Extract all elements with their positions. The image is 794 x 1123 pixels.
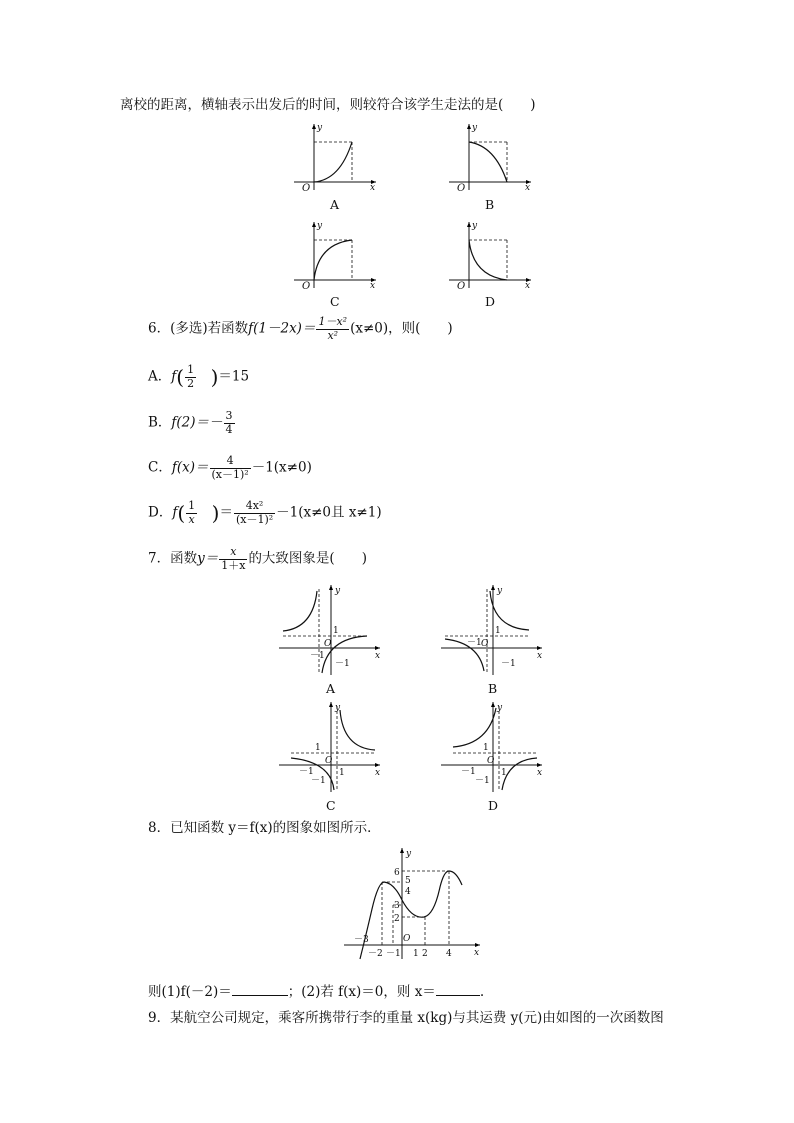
q5-graph-b <box>445 120 535 192</box>
q6-option-c: C．f(x)＝ $\frac{4}{\text{(x－1)²}}$ －1(x≠0) <box>148 454 312 481</box>
q6-option-d: D．f( $\frac{1}{x}$ )＝ $\frac{\text{4x²}}{\text{(x－1)²}}$ －1(x≠0且 x≠1) <box>148 499 382 526</box>
q5-label-b: B <box>485 197 495 212</box>
svg-text:x: x <box>525 281 531 291</box>
svg-text:O: O <box>481 639 489 649</box>
svg-text:1: 1 <box>333 626 339 636</box>
q7-label-d: D <box>488 798 499 813</box>
q7-stem: 7．函数y＝ $\frac{x}{1+x}$ 的大致图象是( ) <box>148 545 367 572</box>
svg-text:1: 1 <box>483 743 489 753</box>
svg-text:x: x <box>375 651 381 661</box>
svg-text:－1: －1 <box>461 767 476 777</box>
q8-stem: 8．已知函数 y＝f(x)的图象如图所示． <box>148 820 381 836</box>
svg-text:6: 6 <box>394 868 400 878</box>
svg-text:1: 1 <box>495 626 501 636</box>
svg-text:－1: －1 <box>475 776 490 786</box>
q8-answer: 则(1)f(－2)＝ ；(2)若 f(x)＝0，则 x＝ . <box>148 984 485 1000</box>
q6-option-a: A．f( $\frac{1}{2}$ )＝15 <box>148 363 250 390</box>
svg-text:y: y <box>472 123 478 133</box>
svg-text:y: y <box>497 586 503 596</box>
svg-text:－1: －1 <box>386 949 401 959</box>
svg-text:O: O <box>324 639 332 649</box>
svg-text:－1: －1 <box>335 659 350 669</box>
svg-text:y: y <box>335 703 341 713</box>
svg-text:O: O <box>325 756 333 766</box>
svg-text:y: y <box>497 703 503 713</box>
q7-label-a: A <box>326 681 336 696</box>
svg-text:1: 1 <box>413 949 419 959</box>
q5-graph-d <box>445 218 535 290</box>
q7-label-c: C <box>326 798 336 813</box>
svg-text:x: x <box>537 651 543 661</box>
q5-graph-a <box>290 120 380 192</box>
q8-blank-2 <box>436 983 480 996</box>
svg-text:2: 2 <box>394 914 400 924</box>
svg-text:O: O <box>487 756 495 766</box>
svg-text:O: O <box>457 183 466 194</box>
svg-text:－1: －1 <box>501 659 516 669</box>
svg-text:y: y <box>472 221 478 231</box>
svg-text:3: 3 <box>394 901 400 911</box>
q8-graph <box>340 845 485 960</box>
svg-text:4: 4 <box>405 887 411 897</box>
q9-stem: 9．某航空公司规定，乘客所携带行李的重量 x(kg)与其运费 y(元)由如图的一次函数图 <box>148 1010 664 1026</box>
svg-text:x: x <box>375 768 381 778</box>
svg-text:y: y <box>317 221 323 231</box>
svg-text:1: 1 <box>501 768 507 778</box>
q5-label-d: D <box>485 294 496 309</box>
svg-text:－1: －1 <box>310 651 325 661</box>
svg-text:O: O <box>457 281 466 292</box>
intro-text: 离校的距离，横轴表示出发后的时间，则较符合该学生走法的是( ) <box>120 97 536 113</box>
svg-text:4: 4 <box>446 949 452 959</box>
svg-text:2: 2 <box>422 949 428 959</box>
q5-graph-c <box>290 218 380 290</box>
q6-option-b: B．f(2)＝－ $\frac{3}{4}$ <box>148 409 233 436</box>
q7-label-b: B <box>488 681 498 696</box>
svg-text:x: x <box>370 281 376 291</box>
svg-text:x: x <box>474 948 480 958</box>
q5-label-c: C <box>330 294 340 309</box>
svg-text:－1: －1 <box>467 638 482 648</box>
q7-graph-c <box>275 700 385 795</box>
svg-text:O: O <box>403 934 411 944</box>
svg-text:5: 5 <box>405 876 411 886</box>
q5-label-a: A <box>330 197 340 212</box>
q7-graph-b <box>437 583 547 678</box>
svg-text:y: y <box>335 586 341 596</box>
svg-text:x: x <box>370 183 376 193</box>
q7-graph-a <box>275 583 385 678</box>
svg-text:y: y <box>406 849 412 859</box>
svg-text:1: 1 <box>339 768 345 778</box>
q6-stem: 6．(多选)若函数f(1－2x)＝ $\frac{\text{1－x²}}{\text{x²}}$ (x≠0)，则( ) <box>148 315 453 342</box>
svg-text:－3: －3 <box>354 935 369 945</box>
svg-text:x: x <box>537 768 543 778</box>
svg-text:O: O <box>302 183 311 194</box>
svg-text:－2: －2 <box>368 949 383 959</box>
svg-text:x: x <box>525 183 531 193</box>
q8-blank-1 <box>232 983 288 996</box>
q7-graph-d <box>437 700 547 795</box>
svg-text:y: y <box>317 123 323 133</box>
svg-text:－1: －1 <box>299 767 314 777</box>
svg-text:1: 1 <box>315 743 321 753</box>
svg-text:O: O <box>302 281 311 292</box>
svg-text:－1: －1 <box>311 776 326 786</box>
